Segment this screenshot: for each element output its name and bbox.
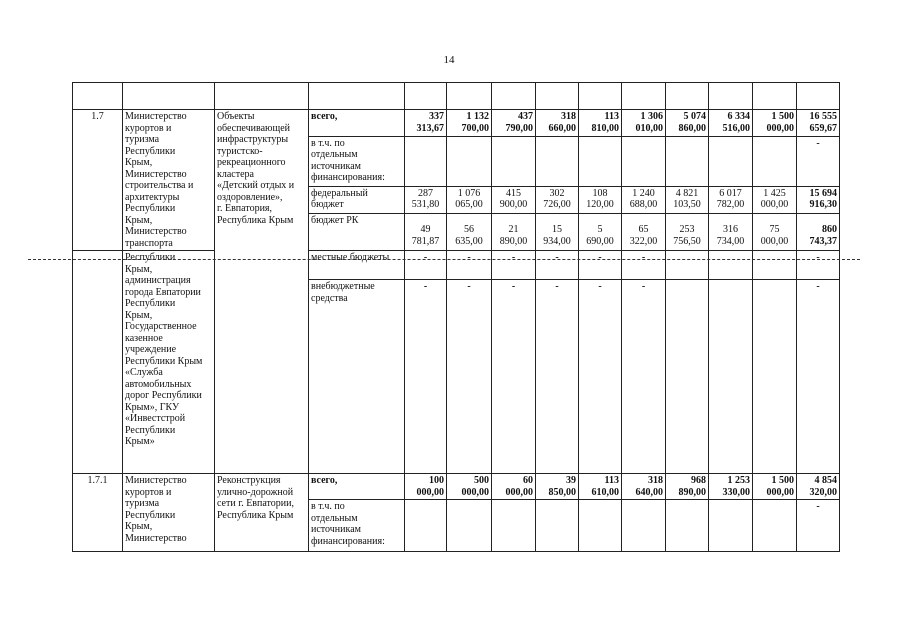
executor-cell: Министерство курортов и туризма Республики Крым, Министерство строительства и архитектуры Республики Крым, Министерство транспорта bbox=[123, 110, 215, 251]
value-cell: 287 531,80 bbox=[405, 186, 447, 214]
value-cell: 1 306 010,00 bbox=[622, 110, 666, 137]
section-code bbox=[73, 251, 123, 474]
value-cell bbox=[709, 136, 753, 186]
value-cell: - bbox=[405, 280, 447, 474]
executor-cell: Республики Крым, администрация города Евпатории Республики Крым, Государственное казенное учреждение Республики Крым «Служба автомобильных дорог Республики Крым», ГКУ «Инвестстрой Республики Крым» bbox=[123, 251, 215, 474]
value-cell: 5 074 860,00 bbox=[666, 110, 709, 137]
value-cell: 1 500 000,00 bbox=[753, 110, 797, 137]
value-cell bbox=[709, 251, 753, 280]
header-cell bbox=[73, 83, 123, 110]
value-cell: - bbox=[405, 251, 447, 280]
row-label: всего, bbox=[309, 110, 405, 137]
value-cell: 318 660,00 bbox=[536, 110, 579, 137]
value-cell: 113 610,00 bbox=[579, 474, 622, 500]
value-cell bbox=[709, 280, 753, 474]
value-cell: - bbox=[492, 280, 536, 474]
value-cell: - bbox=[622, 280, 666, 474]
value-cell bbox=[753, 500, 797, 552]
table-row bbox=[73, 251, 840, 280]
header-cell bbox=[215, 83, 309, 110]
header-cell bbox=[579, 83, 622, 110]
value-cell: 6 017 782,00 bbox=[709, 186, 753, 214]
value-cell bbox=[753, 251, 797, 280]
value-cell: 1 132 700,00 bbox=[447, 110, 492, 137]
header-cell bbox=[405, 83, 447, 110]
value-cell: 968 890,00 bbox=[666, 474, 709, 500]
value-cell: - bbox=[579, 280, 622, 474]
value-cell: 56 635,00 bbox=[447, 214, 492, 251]
value-cell: 1 500 000,00 bbox=[753, 474, 797, 500]
value-cell: 1 253 330,00 bbox=[709, 474, 753, 500]
value-cell bbox=[666, 280, 709, 474]
header-cell bbox=[622, 83, 666, 110]
value-cell bbox=[622, 500, 666, 552]
executor-cell: Министерство курортов и туризма Республики Крым, Министерство bbox=[123, 474, 215, 552]
page-break-line bbox=[28, 259, 860, 260]
value-cell: 39 850,00 bbox=[536, 474, 579, 500]
total-cell: 4 854 320,00 bbox=[797, 474, 840, 500]
value-cell: - bbox=[622, 251, 666, 280]
value-cell bbox=[492, 500, 536, 552]
total-cell: - bbox=[797, 251, 840, 280]
value-cell: 1 240 688,00 bbox=[622, 186, 666, 214]
table-row bbox=[73, 110, 840, 137]
value-cell: 437 790,00 bbox=[492, 110, 536, 137]
value-cell: 65 322,00 bbox=[622, 214, 666, 251]
row-label: всего, bbox=[309, 474, 405, 500]
row-label: в т.ч. по отдельным источникам финансирования: bbox=[309, 136, 405, 186]
value-cell bbox=[666, 251, 709, 280]
header-cell bbox=[447, 83, 492, 110]
value-cell: 15 934,00 bbox=[536, 214, 579, 251]
value-cell: - bbox=[579, 251, 622, 280]
value-cell: 49 781,87 bbox=[405, 214, 447, 251]
value-cell bbox=[405, 136, 447, 186]
object-cell: Реконструкция улично-дорожной сети г. Евпатории, Республика Крым bbox=[215, 474, 309, 552]
value-cell: 108 120,00 bbox=[579, 186, 622, 214]
header-cell bbox=[536, 83, 579, 110]
total-cell: 860 743,37 bbox=[797, 214, 840, 251]
value-cell: - bbox=[536, 251, 579, 280]
value-cell bbox=[622, 136, 666, 186]
value-cell: - bbox=[492, 251, 536, 280]
row-label: местные бюджеты bbox=[309, 251, 405, 280]
value-cell: 1 076 065,00 bbox=[447, 186, 492, 214]
value-cell: 75 000,00 bbox=[753, 214, 797, 251]
value-cell bbox=[492, 136, 536, 186]
value-cell bbox=[579, 136, 622, 186]
header-cell bbox=[666, 83, 709, 110]
value-cell bbox=[753, 136, 797, 186]
total-cell: - bbox=[797, 500, 840, 552]
value-cell: 337 313,67 bbox=[405, 110, 447, 137]
header-cell bbox=[709, 83, 753, 110]
table-row bbox=[73, 474, 840, 500]
value-cell bbox=[666, 136, 709, 186]
value-cell: 318 640,00 bbox=[622, 474, 666, 500]
header-cell bbox=[797, 83, 840, 110]
value-cell: 113 810,00 bbox=[579, 110, 622, 137]
section-code: 1.7 bbox=[73, 110, 123, 251]
value-cell: 21 890,00 bbox=[492, 214, 536, 251]
total-cell: 15 694 916,30 bbox=[797, 186, 840, 214]
value-cell bbox=[405, 500, 447, 552]
row-label: в т.ч. по отдельным источникам финансирования: bbox=[309, 500, 405, 552]
value-cell bbox=[447, 136, 492, 186]
value-cell: - bbox=[447, 280, 492, 474]
row-label: федеральный бюджет bbox=[309, 186, 405, 214]
value-cell: 253 756,50 bbox=[666, 214, 709, 251]
value-cell: 100 000,00 bbox=[405, 474, 447, 500]
value-cell bbox=[666, 500, 709, 552]
value-cell bbox=[709, 500, 753, 552]
value-cell bbox=[753, 280, 797, 474]
value-cell: 5 690,00 bbox=[579, 214, 622, 251]
value-cell: 4 821 103,50 bbox=[666, 186, 709, 214]
row-label: бюджет РК bbox=[309, 214, 405, 251]
value-cell bbox=[447, 500, 492, 552]
budget-table bbox=[72, 82, 840, 552]
row-label: внебюджетные средства bbox=[309, 280, 405, 474]
header-cell bbox=[753, 83, 797, 110]
total-cell: - bbox=[797, 136, 840, 186]
total-cell: - bbox=[797, 280, 840, 474]
value-cell: 60 000,00 bbox=[492, 474, 536, 500]
value-cell: - bbox=[447, 251, 492, 280]
value-cell: 500 000,00 bbox=[447, 474, 492, 500]
value-cell: 1 425 000,00 bbox=[753, 186, 797, 214]
page-number: 14 bbox=[443, 54, 455, 66]
table-header-row bbox=[73, 83, 840, 110]
value-cell bbox=[536, 500, 579, 552]
header-cell bbox=[492, 83, 536, 110]
object-cell: Объекты обеспечивающей инфраструктуры туристско- рекреационного кластера «Детский отдых и оздоровление», г. Евпатория, Республика Крым bbox=[215, 110, 309, 474]
total-cell: 16 555 659,67 bbox=[797, 110, 840, 137]
header-cell bbox=[123, 83, 215, 110]
section-code: 1.7.1 bbox=[73, 474, 123, 552]
value-cell: 6 334 516,00 bbox=[709, 110, 753, 137]
value-cell: - bbox=[536, 280, 579, 474]
value-cell: 415 900,00 bbox=[492, 186, 536, 214]
value-cell bbox=[579, 500, 622, 552]
header-cell bbox=[309, 83, 405, 110]
value-cell: 316 734,00 bbox=[709, 214, 753, 251]
value-cell: 302 726,00 bbox=[536, 186, 579, 214]
value-cell bbox=[536, 136, 579, 186]
